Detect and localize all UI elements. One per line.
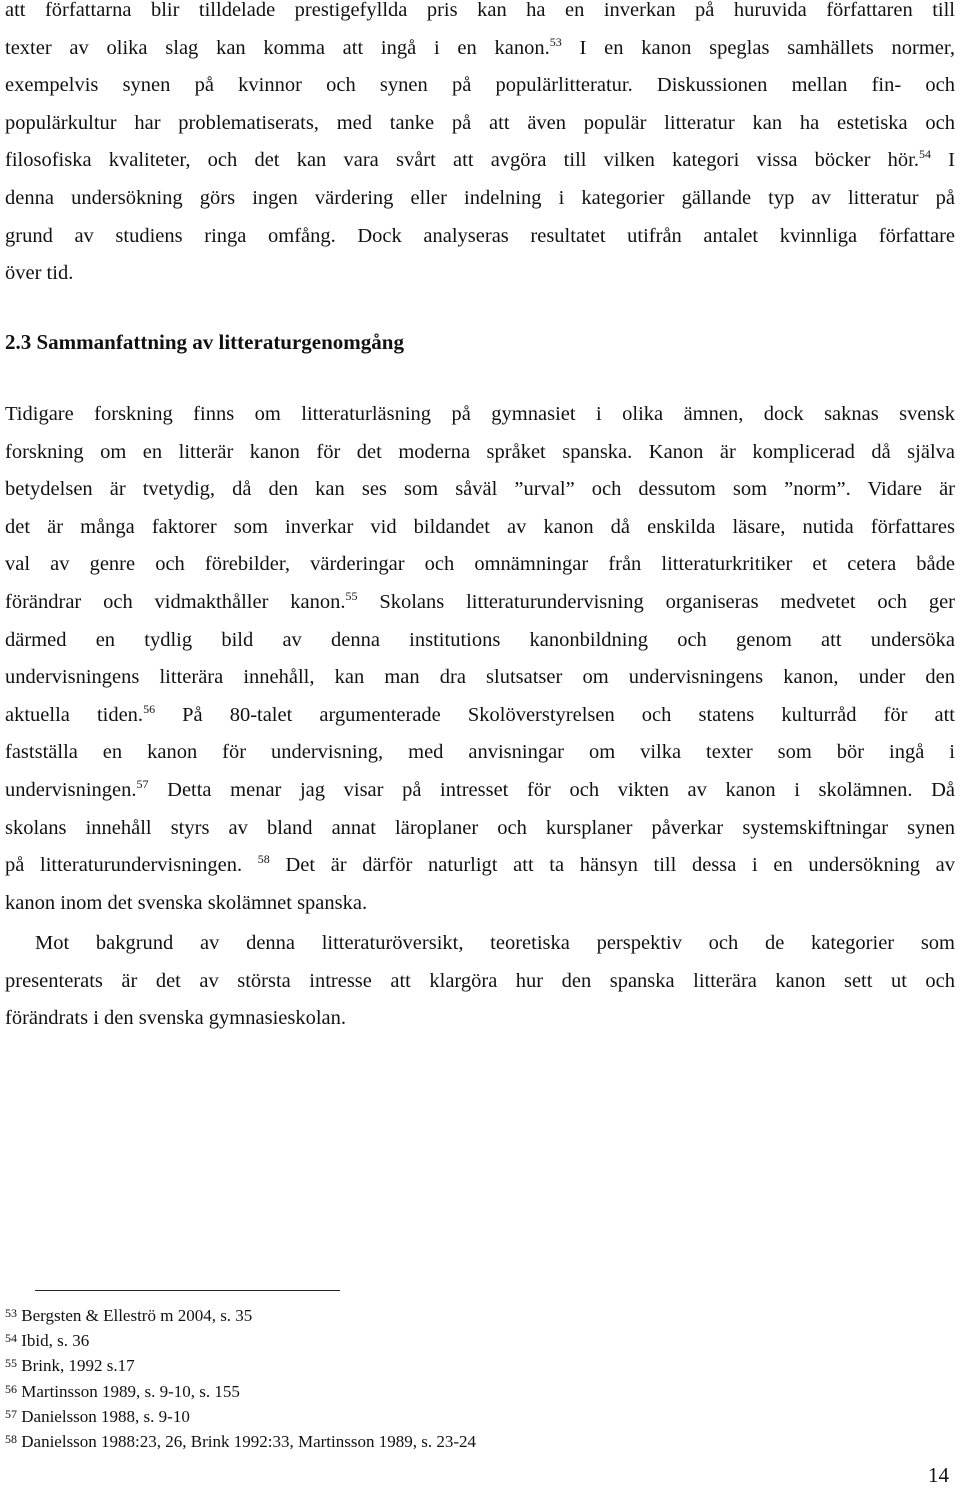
text-span: I: [930, 149, 955, 172]
text-line: kanon inom det svenska skolämnet spanska.: [5, 891, 368, 914]
text-span: Det är därför naturligt att ta hänsyn till dessa i en undersökning av: [269, 854, 955, 877]
text-line: fastställa en kanon för undervisning, med anvisningar om vilka texter som bör ingå i: [5, 741, 955, 764]
text-line: Mot bakgrund av denna litteraturöversikt, teoretiska perspektiv och de kategorier som: [35, 932, 955, 954]
text-line: därmed en tydlig bild av denna institutions kanonbildning och genom att undersöka: [5, 628, 955, 651]
footnote-text: Brink, 1992 s.17: [17, 1356, 135, 1376]
footnote-separator: [35, 1290, 340, 1291]
footnote-ref[interactable]: 53: [549, 34, 562, 49]
text-span: undervisningen.: [5, 778, 137, 801]
text-span: på litteraturundervisningen.: [5, 854, 258, 877]
text-line: Tidigare forskning finns om litteraturläsning på gymnasiet i olika ämnen, dock saknas svensk: [5, 403, 955, 425]
text-span: På 80-talet argumenterade Skolöverstyrelsen och statens kulturråd för att: [155, 703, 955, 726]
footnote-item: [5, 1353, 476, 1378]
text-line: förändrats i den svenska gymnasieskolan.: [5, 1007, 347, 1030]
text-span: I en kanon speglas samhällets normer,: [561, 36, 955, 59]
text-line: exempelvis synen på kvinnor och synen på populärlitteratur. Diskussionen mellan fin- och: [5, 74, 955, 97]
footnote-number: 54: [5, 1331, 17, 1346]
text-span: filosofiska kvaliteter, och det kan vara svårt att avgöra till vilken kategori vissa böcker hör.: [5, 149, 919, 172]
footnote-number: 57: [5, 1406, 17, 1421]
text-line: betydelsen är tvetydig, då den kan ses som såväl ”urval” och dessutom som ”norm”. Vidare är: [5, 478, 955, 501]
footnote-item: [5, 1328, 476, 1353]
text-line: att författarna blir tilldelade prestigefyllda pris kan ha en inverkan på huruvida författaren till: [5, 0, 955, 21]
text-line: [5, 142, 955, 180]
text-line: [5, 772, 955, 810]
footnote-ref[interactable]: 54: [918, 147, 931, 162]
footnote-text: Ibid, s. 36: [17, 1331, 90, 1351]
footnote-item: [5, 1429, 476, 1454]
text-line: populärkultur har problematiserats, med tanke på att även populär litteratur kan ha estetiska och: [5, 111, 955, 134]
text-span: förändrar och vidmakthåller kanon.: [5, 590, 346, 613]
footnote-item: [5, 1303, 476, 1328]
text-line: över tid.: [5, 262, 74, 285]
text-line: val av genre och förebilder, värderingar och omnämningar från litteraturkritiker et cetera både: [5, 553, 955, 576]
text-span: aktuella tiden.: [5, 703, 144, 726]
text-line: denna undersökning görs ingen värdering eller indelning i kategorier gällande typ av litteratur på: [5, 186, 955, 209]
text-line: skolans innehåll styrs av bland annat läroplaner och kursplaner påverkar systemskiftningar synen: [5, 816, 955, 839]
footnote-ref[interactable]: 57: [136, 777, 149, 792]
body-paragraph-2: [5, 396, 955, 922]
text-line: forskning om en litterär kanon för det moderna språket spanska. Kanon är komplicerad då själva: [5, 440, 955, 463]
text-line: det är många faktorer som inverkar vid bildandet av kanon då enskilda läsare, nutida författares: [5, 515, 955, 538]
footnote-number: 55: [5, 1356, 17, 1371]
text-span: Skolans litteraturundervisning organiseras medvetet och ger: [357, 590, 956, 613]
footnote-ref[interactable]: 56: [143, 701, 156, 716]
footnote-text: Danielsson 1988:23, 26, Brink 1992:33, Martinsson 1989, s. 23-24: [17, 1432, 476, 1452]
text-span: Detta menar jag visar på intresset för och vikten av kanon i skolämnen. Då: [148, 778, 955, 801]
footnotes: [5, 1303, 476, 1454]
footnote-number: 53: [5, 1306, 17, 1320]
footnote-item: [5, 1404, 476, 1429]
footnote-ref[interactable]: 58: [257, 852, 270, 867]
body-paragraph-1: [5, 0, 955, 293]
footnote-text: Martinsson 1989, s. 9-10, s. 155: [17, 1381, 240, 1401]
footnote-text: Danielsson 1988, s. 9-10: [17, 1406, 190, 1426]
body-paragraph-3: [5, 925, 955, 1038]
footnote-number: 58: [5, 1432, 17, 1447]
text-span: texter av olika slag kan komma att ingå i en kanon.: [5, 36, 550, 59]
section-heading: 2.3 Sammanfattning av litteraturgenomgång: [5, 330, 404, 354]
footnote-number: 56: [5, 1381, 17, 1396]
footnote-ref[interactable]: 55: [345, 589, 358, 604]
footnote-item: [5, 1379, 476, 1404]
text-line: grund av studiens ringa omfång. Dock analyseras resultatet utifrån antalet kvinnliga författare: [5, 224, 955, 247]
page-number: 14: [928, 1463, 949, 1487]
text-line: [5, 847, 955, 885]
text-line: [5, 697, 955, 735]
footnote-text: Bergsten & Elleströ m 2004, s. 35: [17, 1306, 253, 1325]
text-line: undervisningens litterära innehåll, kan man dra slutsatser om undervisningens kanon, under den: [5, 666, 955, 689]
text-line: [5, 30, 955, 68]
text-line: presenterats är det av största intresse att klargöra hur den spanska litterära kanon sett ut och: [5, 969, 955, 992]
text-line: [5, 584, 955, 622]
